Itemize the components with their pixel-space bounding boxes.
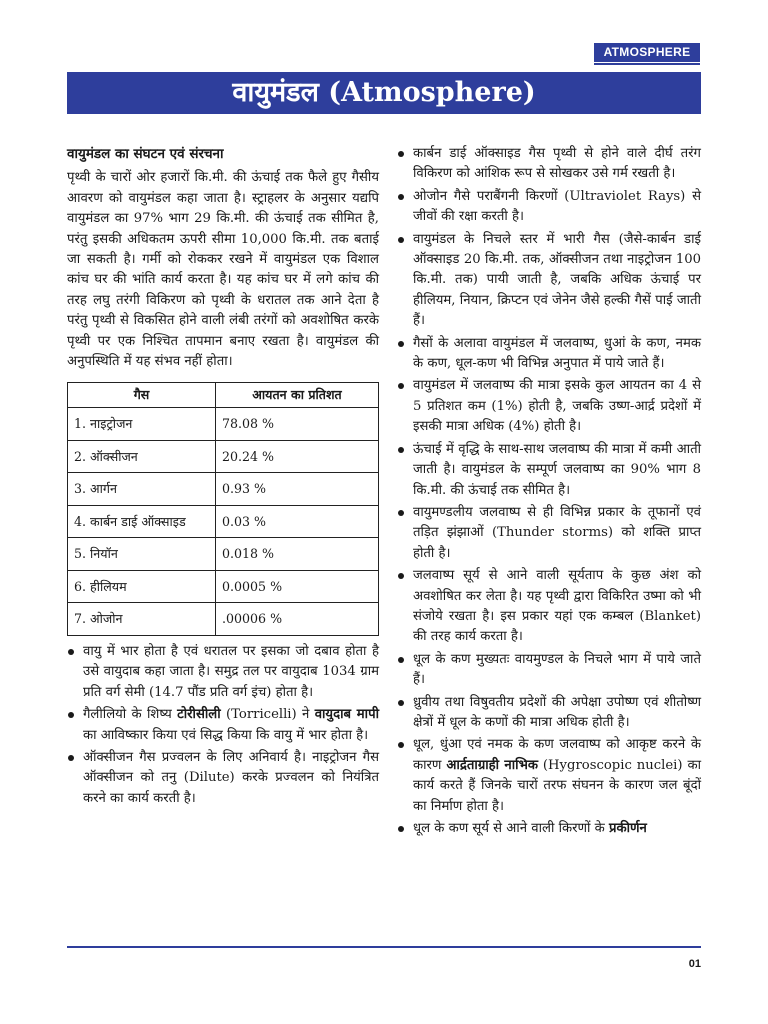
table-row xyxy=(68,440,379,473)
gas-cell: 3. आर्गन xyxy=(68,473,216,506)
list-item xyxy=(397,566,701,648)
list-item-text: ओजोन गैसे पराबैंगनी किरणों (Ultraviolet Rays) से जीवों की रक्षा करती है। xyxy=(413,188,701,225)
list-item xyxy=(397,230,701,332)
page-number: 01 xyxy=(688,958,701,970)
volume-cell: 20.24 % xyxy=(216,440,379,473)
table-row xyxy=(68,538,379,571)
volume-cell: 78.08 % xyxy=(216,408,379,441)
list-item-text: (Hygroscopic nuclei) का कार्य करते हैं जिनके चारों तरफ संघनन के कारण जल बूंदों का निर्माण होता है। xyxy=(413,757,702,814)
list-item-text: जलवाष्प सूर्य से आने वाली सूर्यताप के कुछ अंश को अवशोषित कर लेता है। यह पृथ्वी द्वारा विकिरित उष्मा को भी संजोये रखता है। इस प्रकार यहां एक कम्बल (Blanket) की तरह कार्य करता है। xyxy=(413,568,701,645)
list-item-text: गैसों के अलावा वायुमंडल में जलवाष्प, धुआं के कण, नमक के कण, धूल-कण भी विभिन्न अनुपात में पाये जाते हैं। xyxy=(413,335,701,372)
list-item-text: ध्रुवीय तथा विषुवतीय प्रदेशों की अपेक्षा उपोष्ण एवं शीतोष्ण क्षेत्रों में धूल के कणों की मात्रा अधिक होती है। xyxy=(413,694,701,730)
list-item-text: धूल के कण सूर्य से आने वाली किरणों के xyxy=(413,821,609,836)
list-item-text: ऑक्सीजन गैस प्रज्वलन के लिए अनिवार्य है। नाइट्रोजन गैस ऑक्सीजन को तनु (Dilute) करके प्रज्वलन को नियंत्रित करने का कार्य करती है। xyxy=(83,750,379,806)
table-row xyxy=(68,408,379,441)
volume-cell: 0.93 % xyxy=(216,473,379,506)
list-item xyxy=(397,693,701,734)
gas-cell: 7. ओजोन xyxy=(68,603,216,636)
list-item xyxy=(67,705,379,746)
footer-rule xyxy=(67,946,701,948)
list-item xyxy=(397,376,701,437)
list-item-text: ऊंचाई में वृद्धि के साथ-साथ जलवाष्प की मात्रा में कमी आती जाती है। वायुमंडल के सम्पूर्ण जलवाष्प का 90% भाग 8 कि.मी. की ऊंचाई तक सीमित है। xyxy=(413,441,701,498)
gas-cell: 1. नाइट्रोजन xyxy=(68,408,216,441)
gas-cell: 6. हीलियम xyxy=(68,570,216,603)
list-item xyxy=(397,334,701,375)
list-item xyxy=(397,187,701,228)
volume-cell: .00006 % xyxy=(216,603,379,636)
bold-term: वायुदाब मापी xyxy=(314,707,379,723)
table-row xyxy=(68,505,379,538)
list-item xyxy=(397,650,701,691)
right-bullet-list xyxy=(397,144,701,839)
bold-term: प्रकीर्णन xyxy=(608,821,647,836)
list-item-text: धूल, धुंआ एवं नमक के कण जलवाष्प को आकृष्ट करने के कारण xyxy=(413,737,701,773)
section-tag-underline xyxy=(594,63,700,65)
list-item-text: वायुमंडल में जलवाष्प की मात्रा इसके कुल आयतन का 4 से 5 प्रतिशत कम (1%) होती है, जबकि उष्ण-आर्द्र प्रदेशों में इसकी मात्रा अधिक (4%) होती है। xyxy=(413,378,701,435)
list-item-text: वायुमण्डलीय जलवाष्प से ही विभिन्न प्रकार के तूफानों एवं तड़ित झंझाओं (Thunder storms) को शक्ति प्राप्त होती है। xyxy=(413,504,701,561)
list-item xyxy=(397,440,701,501)
volume-cell: 0.03 % xyxy=(216,505,379,538)
table-row xyxy=(68,603,379,636)
list-item-text: गैलीलियो के शिष्य xyxy=(83,707,178,723)
list-item-text: कार्बन डाई ऑक्साइड गैस पृथ्वी से होने वाले दीर्घ तरंग विकिरण को आंशिक रूप से सोखकर उसे गर्म रखती है। xyxy=(413,146,701,182)
list-item xyxy=(397,503,701,564)
list-item xyxy=(67,748,379,809)
gas-cell: 4. कार्बन डाई ऑक्साइड xyxy=(68,505,216,538)
table-header-volume: आयतन का प्रतिशत xyxy=(216,383,379,408)
section-heading: वायुमंडल का संघटन एवं संरचना xyxy=(67,146,224,162)
page-title: वायुमंडल (Atmosphere) xyxy=(67,72,701,114)
section-tag: ATMOSPHERE xyxy=(594,43,700,62)
list-item-text: का आविष्कार किया एवं सिद्ध किया कि वायु में भार होता है। xyxy=(83,727,369,743)
table-row xyxy=(68,473,379,506)
list-item xyxy=(397,144,701,185)
list-item xyxy=(397,735,701,817)
list-item-text: वायुमंडल के निचले स्तर में भारी गैस (जैसे-कार्बन डाई ऑक्साइड 20 कि.मी. तक, ऑक्सीजन तथा नाइट्रोजन 100 कि.मी. तक) पायी जाती है, जबकि अधिक ऊंचाई पर हीलियम, नियान, क्रिप्टन एवं जेनेन जैसे हल्की गैसें पाई जाती हैं। xyxy=(413,231,701,329)
list-item-text: (Torricelli) ने xyxy=(220,707,315,723)
volume-cell: 0.0005 % xyxy=(216,570,379,603)
list-item-text: धूल के कण मुख्यतः वायमुण्डल के निचले भाग में पाये जाते हैं। xyxy=(413,651,701,688)
intro-paragraph: पृथ्वी के चारों ओर हजारों कि.मी. की ऊंचाई तक फैले हुए गैसीय आवरण को वायुमंडल कहा जाता है। स्ट्राहलर के अनुसार यद्यपि वायुमंडल का 97% भाग 29 कि.मी. की ऊंचाई तक सीमित है, परंतु इसकी अधिकतम ऊपरी सीमा 10,000 कि.मी. तक बताई जा सकती है। गर्मी को रोककर रखने में वायुमंडल एक विशाल कांच घर की भांति कार्य करता है। यह कांच घर में लगे कांच की तरह लघु तरंगी विकिरण को पृथ्वी के धरातल तक आने देता है परंतु पृथ्वी से विकसित होने वाली लंबी तरंगों को अवशोषित करके पृथ्वी पर एक निश्चित तापमान बनाए रखता है। वायुमंडल की अनुपस्थिति में यह संभव नहीं होता। xyxy=(67,170,379,370)
volume-cell: 0.018 % xyxy=(216,538,379,571)
gas-cell: 5. नियॉन xyxy=(68,538,216,571)
right-column xyxy=(397,144,701,841)
list-item-text: वायु में भार होता है एवं धरातल पर इसका जो दबाव होता है उसे वायुदाब कहा जाता है। समुद्र तल पर वायुदाब 1034 ग्राम प्रति वर्ग सेमी (14.7 पौंड प्रति वर्ग इंच) होता है। xyxy=(83,643,379,700)
list-item xyxy=(67,642,379,703)
table-header-row xyxy=(68,383,379,408)
gas-composition-table xyxy=(67,382,379,636)
list-item xyxy=(397,819,701,839)
left-column xyxy=(67,144,379,811)
bold-term: टोरीसीली xyxy=(177,707,221,723)
bold-term: आर्द्रताग्राही नाभिक xyxy=(446,757,538,773)
table-header-gas: गैस xyxy=(68,383,216,408)
gas-cell: 2. ऑक्सीजन xyxy=(68,440,216,473)
table-row xyxy=(68,570,379,603)
left-bullet-list xyxy=(67,642,379,809)
